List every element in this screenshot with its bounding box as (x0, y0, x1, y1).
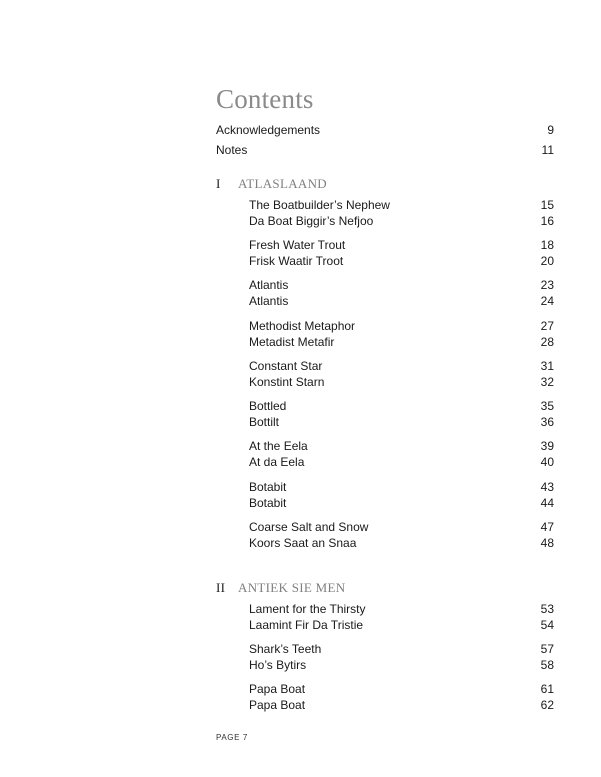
toc-entry[interactable] (249, 697, 554, 713)
section-heading-2 (216, 580, 345, 596)
section-name: ATLASLAAND (238, 176, 327, 191)
toc-entry-label: Papa Boat (249, 682, 306, 696)
toc-entry-page: 43 (540, 480, 554, 494)
toc-entry-page: 28 (540, 335, 554, 349)
toc-entry-page: 24 (540, 294, 554, 308)
toc-entry-page: 18 (540, 238, 554, 252)
toc-entry[interactable] (249, 318, 554, 334)
toc-entry-label: At da Eela (249, 455, 305, 469)
toc-entry[interactable] (249, 374, 554, 390)
toc-entry-label: Methodist Metaphor (249, 319, 356, 333)
toc-entry[interactable] (249, 657, 554, 673)
section-numeral: II (216, 580, 226, 595)
toc-entry-page: 54 (540, 618, 554, 632)
toc-entry[interactable] (249, 535, 554, 551)
toc-entry-label: Botabit (249, 496, 287, 510)
toc-entry-page: 11 (541, 143, 554, 157)
toc-entry-label: Bottilt (249, 415, 280, 429)
toc-entry-acknowledgements[interactable] (216, 122, 554, 138)
toc-entry-label: Constant Star (249, 359, 323, 373)
toc-entry-label: Coarse Salt and Snow (249, 520, 369, 534)
toc-entry-label: Da Boat Biggir’s Nefjoo (249, 214, 374, 228)
toc-entry-page: 44 (540, 496, 554, 510)
toc-entry[interactable] (249, 681, 554, 697)
toc-entry-page: 40 (540, 455, 554, 469)
toc-entry-label: Laamint Fir Da Tristie (249, 618, 364, 632)
toc-entry-label: At the Eela (249, 439, 308, 453)
toc-entry-label: Atlantis (249, 278, 289, 292)
toc-entry-page: 31 (540, 359, 554, 373)
section-name: ANTIEK SIE MEN (238, 580, 346, 595)
toc-entry[interactable] (249, 438, 554, 454)
toc-entry[interactable] (249, 495, 554, 511)
toc-entry-page: 23 (540, 278, 554, 292)
toc-entry-page: 35 (540, 399, 554, 413)
toc-entry-label: Frisk Waatir Troot (249, 254, 344, 268)
section-numeral: I (216, 176, 221, 191)
toc-entry-label: Lament for the Thirsty (249, 602, 366, 616)
toc-entry[interactable] (249, 334, 554, 350)
toc-entry-label: Atlantis (249, 294, 289, 308)
toc-entry-label: Konstint Starn (249, 375, 325, 389)
toc-entry[interactable] (249, 641, 554, 657)
toc-entry[interactable] (249, 253, 554, 269)
toc-entry[interactable] (249, 293, 554, 309)
toc-entry-notes[interactable] (216, 142, 554, 158)
toc-entry-page: 9 (547, 123, 554, 137)
toc-entry-page: 58 (540, 658, 554, 672)
toc-entry-page: 48 (540, 536, 554, 550)
toc-entry[interactable] (249, 519, 554, 535)
toc-entry-page: 53 (540, 602, 554, 616)
toc-entry-label: Botabit (249, 480, 287, 494)
toc-entry-page: 62 (540, 698, 554, 712)
toc-entry[interactable] (249, 197, 554, 213)
toc-entry[interactable] (249, 358, 554, 374)
toc-entry[interactable] (249, 454, 554, 470)
toc-entry-label: Koors Saat an Snaa (249, 536, 357, 550)
toc-entry-page: 61 (540, 682, 554, 696)
toc-entry-label: Fresh Water Trout (249, 238, 346, 252)
section-heading-1 (216, 176, 327, 192)
toc-entry-label: Bottled (249, 399, 287, 413)
toc-entry-page: 39 (540, 439, 554, 453)
toc-entry[interactable] (249, 414, 554, 430)
toc-entry[interactable] (249, 213, 554, 229)
toc-entry-label: Acknowledgements (216, 123, 321, 137)
toc-entry[interactable] (249, 277, 554, 293)
toc-entry-page: 27 (540, 319, 554, 333)
toc-entry-page: 57 (540, 642, 554, 656)
toc-entry[interactable] (249, 479, 554, 495)
toc-entry-page: 36 (540, 415, 554, 429)
toc-entry-label: Ho’s Bytirs (249, 658, 307, 672)
toc-entry-page: 32 (540, 375, 554, 389)
toc-entry-label: Papa Boat (249, 698, 306, 712)
toc-entry[interactable] (249, 617, 554, 633)
page-title: Contents (216, 84, 314, 114)
toc-entry-page: 47 (540, 520, 554, 534)
toc-entry-label: The Boatbuilder’s Nephew (249, 198, 390, 212)
page-footer: PAGE 7 (216, 733, 248, 742)
toc-entry-page: 15 (540, 198, 554, 212)
toc-entry-label: Shark’s Teeth (249, 642, 322, 656)
toc-entry[interactable] (249, 398, 554, 414)
toc-entry[interactable] (249, 237, 554, 253)
toc-entry-label: Notes (216, 143, 248, 157)
toc-entry-page: 20 (540, 254, 554, 268)
toc-entry[interactable] (249, 601, 554, 617)
toc-entry-label: Metadist Metafir (249, 335, 335, 349)
toc-entry-page: 16 (540, 214, 554, 228)
